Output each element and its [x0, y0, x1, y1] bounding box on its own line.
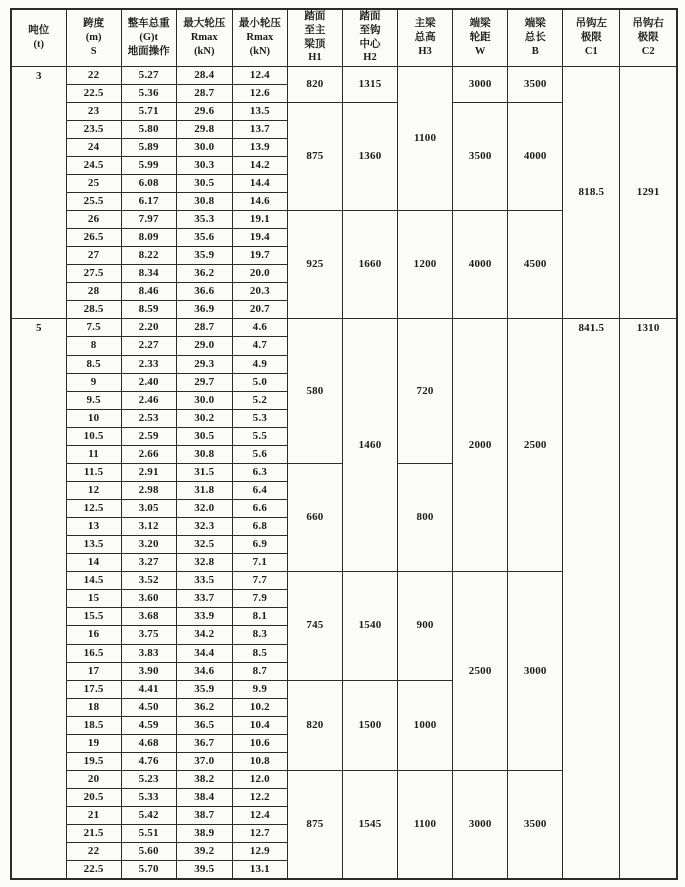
cell-w: 4000 [453, 211, 508, 319]
cell-weight: 5.70 [121, 861, 176, 879]
cell-span: 11 [66, 445, 121, 463]
cell-rmin: 7.9 [232, 590, 287, 608]
cell-rmin: 20.7 [232, 301, 287, 319]
cell-weight: 5.33 [121, 789, 176, 807]
cell-h1: 745 [287, 572, 342, 680]
cell-span: 27 [66, 247, 121, 265]
cell-weight: 6.17 [121, 192, 176, 210]
cell-b: 4000 [508, 102, 563, 210]
cell-rmax: 37.0 [176, 752, 232, 770]
cell-weight: 8.09 [121, 229, 176, 247]
cell-span: 11.5 [66, 463, 121, 481]
cell-span: 28.5 [66, 301, 121, 319]
cell-weight: 4.50 [121, 698, 176, 716]
cell-weight: 3.20 [121, 536, 176, 554]
cell-span: 23 [66, 102, 121, 120]
cell-c2: 1291 [620, 66, 677, 319]
cell-span: 17.5 [66, 680, 121, 698]
cell-h1: 580 [287, 319, 342, 464]
cell-span: 18.5 [66, 716, 121, 734]
cell-span: 24 [66, 138, 121, 156]
cell-rmax: 29.6 [176, 102, 232, 120]
cell-rmax: 31.5 [176, 463, 232, 481]
cell-span: 15.5 [66, 608, 121, 626]
column-header-w: 端梁 轮距 W [453, 9, 508, 66]
cell-rmin: 7.1 [232, 554, 287, 572]
column-header-tonnage: 吨位 (t) [11, 9, 66, 66]
cell-tonnage: 5 [11, 319, 66, 879]
cell-rmin: 19.1 [232, 211, 287, 229]
cell-rmin: 20.3 [232, 283, 287, 301]
cell-rmin: 13.1 [232, 861, 287, 879]
cell-span: 21.5 [66, 825, 121, 843]
cell-weight: 5.89 [121, 138, 176, 156]
cell-c1: 818.5 [563, 66, 620, 319]
cell-weight: 3.12 [121, 518, 176, 536]
cell-weight: 3.27 [121, 554, 176, 572]
cell-weight: 5.27 [121, 66, 176, 84]
cell-rmax: 28.4 [176, 66, 232, 84]
cell-rmax: 32.8 [176, 554, 232, 572]
cell-w: 3000 [453, 66, 508, 102]
column-header-h1: 踏面 至主 梁顶 H1 [287, 9, 342, 66]
cell-h1: 660 [287, 463, 342, 571]
cell-rmax: 30.5 [176, 174, 232, 192]
cell-rmin: 19.4 [232, 229, 287, 247]
column-header-h3: 主梁 总高 H3 [398, 9, 453, 66]
cell-rmin: 4.6 [232, 319, 287, 337]
cell-rmin: 7.7 [232, 572, 287, 590]
cell-rmax: 36.6 [176, 283, 232, 301]
cell-weight: 2.59 [121, 427, 176, 445]
cell-weight: 8.34 [121, 265, 176, 283]
cell-rmin: 20.0 [232, 265, 287, 283]
cell-rmin: 5.6 [232, 445, 287, 463]
cell-rmax: 36.5 [176, 716, 232, 734]
cell-w: 3500 [453, 102, 508, 210]
cell-rmin: 13.5 [232, 102, 287, 120]
cell-weight: 7.97 [121, 211, 176, 229]
cell-rmin: 12.2 [232, 789, 287, 807]
cell-weight: 5.51 [121, 825, 176, 843]
cell-weight: 4.68 [121, 734, 176, 752]
cell-weight: 3.90 [121, 662, 176, 680]
cell-rmin: 13.7 [232, 120, 287, 138]
cell-w: 2000 [453, 319, 508, 572]
cell-span: 21 [66, 807, 121, 825]
crane-spec-table [10, 8, 678, 880]
table-row [11, 66, 677, 84]
cell-h1: 875 [287, 770, 342, 879]
cell-b: 3000 [508, 572, 563, 771]
cell-h1: 820 [287, 680, 342, 770]
cell-span: 13.5 [66, 536, 121, 554]
cell-rmax: 29.3 [176, 355, 232, 373]
cell-span: 9.5 [66, 391, 121, 409]
cell-span: 10 [66, 409, 121, 427]
cell-rmin: 14.6 [232, 192, 287, 210]
cell-rmin: 8.7 [232, 662, 287, 680]
cell-rmax: 35.3 [176, 211, 232, 229]
cell-rmin: 10.4 [232, 716, 287, 734]
header-row [11, 9, 677, 66]
cell-span: 22.5 [66, 84, 121, 102]
cell-weight: 2.46 [121, 391, 176, 409]
cell-rmin: 14.4 [232, 174, 287, 192]
cell-weight: 3.60 [121, 590, 176, 608]
cell-span: 24.5 [66, 156, 121, 174]
cell-rmax: 36.2 [176, 265, 232, 283]
cell-rmax: 30.2 [176, 409, 232, 427]
cell-weight: 5.42 [121, 807, 176, 825]
cell-rmax: 33.5 [176, 572, 232, 590]
cell-rmax: 29.7 [176, 373, 232, 391]
cell-rmax: 36.7 [176, 734, 232, 752]
cell-rmax: 38.2 [176, 770, 232, 788]
cell-span: 13 [66, 518, 121, 536]
cell-weight: 4.59 [121, 716, 176, 734]
cell-weight: 3.83 [121, 644, 176, 662]
cell-span: 23.5 [66, 120, 121, 138]
cell-rmax: 36.2 [176, 698, 232, 716]
cell-rmax: 34.2 [176, 626, 232, 644]
cell-rmin: 12.9 [232, 843, 287, 861]
cell-span: 14.5 [66, 572, 121, 590]
cell-h2: 1315 [342, 66, 397, 102]
cell-rmin: 12.0 [232, 770, 287, 788]
cell-span: 25.5 [66, 192, 121, 210]
cell-weight: 2.53 [121, 409, 176, 427]
cell-rmin: 12.6 [232, 84, 287, 102]
cell-rmax: 32.3 [176, 518, 232, 536]
cell-span: 14 [66, 554, 121, 572]
cell-rmin: 6.3 [232, 463, 287, 481]
cell-span: 15 [66, 590, 121, 608]
cell-weight: 4.41 [121, 680, 176, 698]
cell-rmax: 33.7 [176, 590, 232, 608]
column-header-span: 跨度 (m) S [66, 9, 121, 66]
cell-rmin: 13.9 [232, 138, 287, 156]
cell-rmin: 14.2 [232, 156, 287, 174]
cell-weight: 2.33 [121, 355, 176, 373]
cell-rmax: 28.7 [176, 319, 232, 337]
cell-span: 25 [66, 174, 121, 192]
column-header-b: 端梁 总长 B [508, 9, 563, 66]
cell-h2: 1360 [342, 102, 397, 210]
cell-rmax: 34.4 [176, 644, 232, 662]
cell-rmin: 4.9 [232, 355, 287, 373]
column-header-c2: 吊钩右 极限 C2 [620, 9, 677, 66]
cell-rmin: 6.9 [232, 536, 287, 554]
cell-weight: 5.60 [121, 843, 176, 861]
cell-rmin: 12.4 [232, 807, 287, 825]
cell-rmin: 8.3 [232, 626, 287, 644]
cell-rmin: 5.0 [232, 373, 287, 391]
cell-span: 26 [66, 211, 121, 229]
column-header-weight: 整车总重 (G)t 地面操作 [121, 9, 176, 66]
cell-rmin: 10.8 [232, 752, 287, 770]
cell-span: 12 [66, 481, 121, 499]
cell-rmax: 36.9 [176, 301, 232, 319]
cell-rmin: 8.1 [232, 608, 287, 626]
cell-rmin: 5.5 [232, 427, 287, 445]
cell-span: 22.5 [66, 861, 121, 879]
cell-rmax: 39.2 [176, 843, 232, 861]
cell-b: 4500 [508, 211, 563, 319]
cell-c1: 841.5 [563, 319, 620, 879]
cell-rmax: 33.9 [176, 608, 232, 626]
cell-w: 3000 [453, 770, 508, 879]
cell-span: 9 [66, 373, 121, 391]
cell-weight: 2.20 [121, 319, 176, 337]
cell-h2: 1540 [342, 572, 397, 680]
cell-weight: 5.23 [121, 770, 176, 788]
cell-span: 28 [66, 283, 121, 301]
cell-h1: 875 [287, 102, 342, 210]
cell-rmax: 32.5 [176, 536, 232, 554]
cell-span: 12.5 [66, 500, 121, 518]
table-row [11, 319, 677, 337]
cell-w: 2500 [453, 572, 508, 771]
cell-span: 20 [66, 770, 121, 788]
cell-b: 3500 [508, 66, 563, 102]
cell-rmin: 12.4 [232, 66, 287, 84]
cell-rmax: 31.8 [176, 481, 232, 499]
cell-weight: 2.91 [121, 463, 176, 481]
cell-h1: 925 [287, 211, 342, 319]
cell-weight: 4.76 [121, 752, 176, 770]
cell-weight: 5.99 [121, 156, 176, 174]
cell-span: 19.5 [66, 752, 121, 770]
cell-span: 22 [66, 66, 121, 84]
cell-weight: 2.40 [121, 373, 176, 391]
cell-rmin: 19.7 [232, 247, 287, 265]
cell-rmin: 6.6 [232, 500, 287, 518]
cell-c2: 1310 [620, 319, 677, 879]
cell-rmin: 8.5 [232, 644, 287, 662]
cell-rmin: 10.6 [232, 734, 287, 752]
cell-weight: 3.75 [121, 626, 176, 644]
cell-h3: 800 [398, 463, 453, 571]
column-header-rmax: 最大轮压 Rmax (kN) [176, 9, 232, 66]
cell-span: 7.5 [66, 319, 121, 337]
cell-span: 8 [66, 337, 121, 355]
cell-rmax: 30.0 [176, 138, 232, 156]
cell-rmax: 39.5 [176, 861, 232, 879]
cell-rmax: 29.8 [176, 120, 232, 138]
cell-span: 16.5 [66, 644, 121, 662]
cell-rmax: 35.6 [176, 229, 232, 247]
cell-h3: 1100 [398, 66, 453, 211]
cell-rmax: 38.4 [176, 789, 232, 807]
cell-rmax: 35.9 [176, 680, 232, 698]
cell-rmax: 38.9 [176, 825, 232, 843]
cell-rmin: 10.2 [232, 698, 287, 716]
cell-weight: 8.46 [121, 283, 176, 301]
cell-weight: 6.08 [121, 174, 176, 192]
cell-b: 3500 [508, 770, 563, 879]
cell-tonnage: 3 [11, 66, 66, 319]
cell-h3: 1200 [398, 211, 453, 319]
cell-rmax: 30.3 [176, 156, 232, 174]
cell-h3: 1100 [398, 770, 453, 879]
cell-h3: 1000 [398, 680, 453, 770]
cell-h2: 1500 [342, 680, 397, 770]
cell-rmin: 5.3 [232, 409, 287, 427]
cell-weight: 2.98 [121, 481, 176, 499]
cell-rmax: 30.8 [176, 192, 232, 210]
cell-weight: 5.36 [121, 84, 176, 102]
cell-span: 8.5 [66, 355, 121, 373]
cell-rmin: 6.8 [232, 518, 287, 536]
cell-span: 27.5 [66, 265, 121, 283]
cell-weight: 8.59 [121, 301, 176, 319]
cell-rmin: 5.2 [232, 391, 287, 409]
cell-h2: 1660 [342, 211, 397, 319]
cell-b: 2500 [508, 319, 563, 572]
cell-rmin: 6.4 [232, 481, 287, 499]
cell-rmax: 35.9 [176, 247, 232, 265]
cell-weight: 2.66 [121, 445, 176, 463]
cell-h3: 900 [398, 572, 453, 680]
column-header-c1: 吊钩左 极限 C1 [563, 9, 620, 66]
cell-weight: 2.27 [121, 337, 176, 355]
cell-rmin: 12.7 [232, 825, 287, 843]
cell-weight: 5.71 [121, 102, 176, 120]
cell-span: 17 [66, 662, 121, 680]
cell-span: 26.5 [66, 229, 121, 247]
table-body [11, 66, 677, 879]
cell-rmax: 29.0 [176, 337, 232, 355]
cell-rmax: 34.6 [176, 662, 232, 680]
cell-rmax: 30.8 [176, 445, 232, 463]
cell-h2: 1545 [342, 770, 397, 879]
cell-rmax: 30.5 [176, 427, 232, 445]
cell-weight: 5.80 [121, 120, 176, 138]
cell-span: 22 [66, 843, 121, 861]
cell-span: 20.5 [66, 789, 121, 807]
cell-rmax: 28.7 [176, 84, 232, 102]
cell-h2: 1460 [342, 319, 397, 572]
cell-rmax: 30.0 [176, 391, 232, 409]
cell-weight: 3.68 [121, 608, 176, 626]
cell-h1: 820 [287, 66, 342, 102]
cell-h3: 720 [398, 319, 453, 464]
cell-weight: 3.05 [121, 500, 176, 518]
column-header-h2: 踏面 至钩 中心 H2 [342, 9, 397, 66]
column-header-rmin: 最小轮压 Rmax (kN) [232, 9, 287, 66]
cell-rmax: 38.7 [176, 807, 232, 825]
cell-span: 18 [66, 698, 121, 716]
cell-span: 16 [66, 626, 121, 644]
cell-rmax: 32.0 [176, 500, 232, 518]
cell-weight: 3.52 [121, 572, 176, 590]
cell-span: 19 [66, 734, 121, 752]
cell-span: 10.5 [66, 427, 121, 445]
cell-weight: 8.22 [121, 247, 176, 265]
cell-rmin: 9.9 [232, 680, 287, 698]
cell-rmin: 4.7 [232, 337, 287, 355]
